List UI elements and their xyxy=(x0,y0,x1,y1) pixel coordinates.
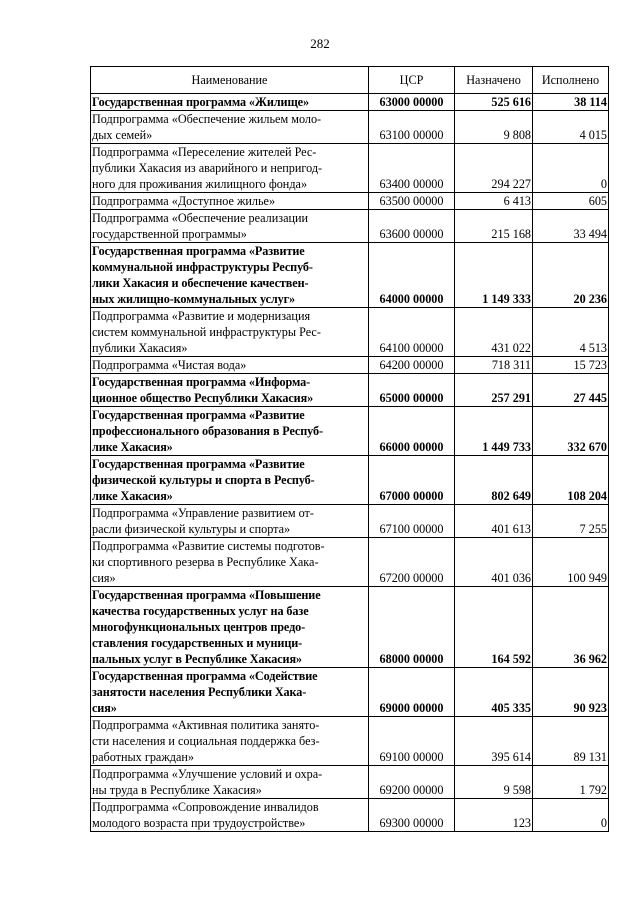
row-planned: 6 413 xyxy=(455,193,533,210)
row-code: 65000 00000 xyxy=(369,374,455,407)
row-code: 67100 00000 xyxy=(369,505,455,538)
row-name: Подпрограмма «Переселение жителей Рес- публики Хакасия из аварийного и непригод- ного для проживания жилищного фонда» xyxy=(91,144,369,193)
row-executed: 100 949 xyxy=(533,538,609,587)
row-executed: 7 255 xyxy=(533,505,609,538)
row-planned: 123 xyxy=(455,799,533,832)
table-row xyxy=(91,144,609,193)
row-name: Государственная программа «Содействие занятости населения Республики Хака- сия» xyxy=(91,668,369,717)
budget-table xyxy=(90,66,609,832)
row-planned: 9 808 xyxy=(455,111,533,144)
table-row xyxy=(91,766,609,799)
table-row xyxy=(91,111,609,144)
table-row xyxy=(91,407,609,456)
row-name: Подпрограмма «Улучшение условий и охра- ны труда в Республике Хакасия» xyxy=(91,766,369,799)
table-row xyxy=(91,357,609,374)
row-planned: 401 036 xyxy=(455,538,533,587)
row-planned: 215 168 xyxy=(455,210,533,243)
row-planned: 9 598 xyxy=(455,766,533,799)
row-executed: 15 723 xyxy=(533,357,609,374)
row-name: Государственная программа «Развитие профессионального образования в Респуб- лике Хакасия» xyxy=(91,407,369,456)
table-row xyxy=(91,210,609,243)
row-code: 64200 00000 xyxy=(369,357,455,374)
row-executed: 27 445 xyxy=(533,374,609,407)
row-planned: 294 227 xyxy=(455,144,533,193)
table-row xyxy=(91,374,609,407)
table-row xyxy=(91,505,609,538)
row-executed: 4 015 xyxy=(533,111,609,144)
row-executed: 1 792 xyxy=(533,766,609,799)
row-planned: 431 022 xyxy=(455,308,533,357)
header-code: ЦСР xyxy=(369,67,455,94)
row-name: Государственная программа «Развитие коммунальной инфраструктуры Респуб- лики Хакасия и обеспечение качествен- ных жилищно-коммунальных услуг» xyxy=(91,243,369,308)
row-executed: 20 236 xyxy=(533,243,609,308)
row-name: Государственная программа «Жилище» xyxy=(91,94,369,111)
row-name: Подпрограмма «Активная политика занято- сти населения и социальная поддержка без- работных граждан» xyxy=(91,717,369,766)
row-executed: 89 131 xyxy=(533,717,609,766)
row-planned: 525 616 xyxy=(455,94,533,111)
row-code: 69200 00000 xyxy=(369,766,455,799)
row-name: Подпрограмма «Управление развитием от- расли физической культуры и спорта» xyxy=(91,505,369,538)
row-planned: 802 649 xyxy=(455,456,533,505)
row-code: 63500 00000 xyxy=(369,193,455,210)
header-executed: Исполнено xyxy=(533,67,609,94)
row-name: Подпрограмма «Развитие системы подготов- ки спортивного резерва в Республике Хака- сия» xyxy=(91,538,369,587)
table-row xyxy=(91,538,609,587)
row-executed: 36 962 xyxy=(533,587,609,668)
row-executed: 0 xyxy=(533,144,609,193)
row-code: 67000 00000 xyxy=(369,456,455,505)
row-planned: 718 311 xyxy=(455,357,533,374)
row-code: 67200 00000 xyxy=(369,538,455,587)
row-name: Подпрограмма «Обеспечение жильем моло- дых семей» xyxy=(91,111,369,144)
row-executed: 38 114 xyxy=(533,94,609,111)
row-code: 69100 00000 xyxy=(369,717,455,766)
table-row xyxy=(91,243,609,308)
row-code: 63400 00000 xyxy=(369,144,455,193)
row-planned: 405 335 xyxy=(455,668,533,717)
row-code: 63100 00000 xyxy=(369,111,455,144)
row-executed: 605 xyxy=(533,193,609,210)
table-row xyxy=(91,587,609,668)
table-row xyxy=(91,94,609,111)
row-name: Государственная программа «Информа- ционное общество Республики Хакасия» xyxy=(91,374,369,407)
row-name: Подпрограмма «Доступное жилье» xyxy=(91,193,369,210)
row-name: Подпрограмма «Сопровождение инвалидов молодого возраста при трудоустройстве» xyxy=(91,799,369,832)
row-code: 63600 00000 xyxy=(369,210,455,243)
row-code: 69000 00000 xyxy=(369,668,455,717)
table-row xyxy=(91,193,609,210)
row-code: 68000 00000 xyxy=(369,587,455,668)
table-row xyxy=(91,799,609,832)
table-row xyxy=(91,717,609,766)
row-planned: 1 449 733 xyxy=(455,407,533,456)
row-code: 64000 00000 xyxy=(369,243,455,308)
row-code: 69300 00000 xyxy=(369,799,455,832)
page-number: 282 xyxy=(310,36,330,51)
row-name: Государственная программа «Развитие физической культуры и спорта в Респуб- лике Хакасия» xyxy=(91,456,369,505)
row-planned: 395 614 xyxy=(455,717,533,766)
row-code: 64100 00000 xyxy=(369,308,455,357)
row-planned: 1 149 333 xyxy=(455,243,533,308)
row-executed: 4 513 xyxy=(533,308,609,357)
table-row xyxy=(91,308,609,357)
table-row xyxy=(91,456,609,505)
row-planned: 257 291 xyxy=(455,374,533,407)
row-name: Подпрограмма «Развитие и модернизация систем коммунальной инфраструктуры Рес- публики Хакасия» xyxy=(91,308,369,357)
row-code: 66000 00000 xyxy=(369,407,455,456)
table-row xyxy=(91,668,609,717)
row-name: Государственная программа «Повышение качества государственных услуг на базе многофункциональных центров предо- ставления государственных и муници- пальных услуг в Республике Хакасия» xyxy=(91,587,369,668)
header-planned: Назначено xyxy=(455,67,533,94)
row-executed: 0 xyxy=(533,799,609,832)
row-planned: 164 592 xyxy=(455,587,533,668)
row-executed: 90 923 xyxy=(533,668,609,717)
row-planned: 401 613 xyxy=(455,505,533,538)
row-executed: 108 204 xyxy=(533,456,609,505)
row-name: Подпрограмма «Чистая вода» xyxy=(91,357,369,374)
row-executed: 332 670 xyxy=(533,407,609,456)
header-name: Наименование xyxy=(91,67,369,94)
row-executed: 33 494 xyxy=(533,210,609,243)
table-header-row xyxy=(91,67,609,94)
row-code: 63000 00000 xyxy=(369,94,455,111)
row-name: Подпрограмма «Обеспечение реализации государственной программы» xyxy=(91,210,369,243)
